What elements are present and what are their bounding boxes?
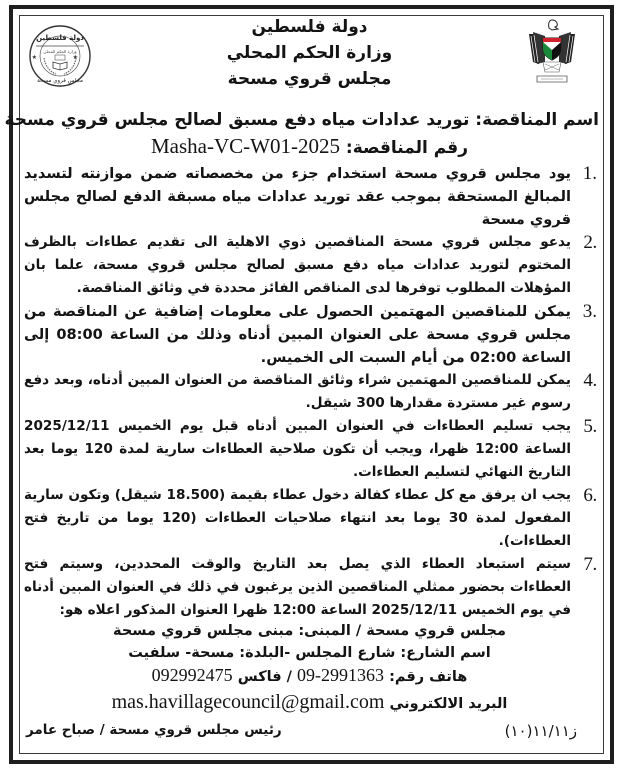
tender-number-value: Masha-VC-W01-2025	[151, 134, 340, 158]
svg-text:★: ★	[72, 54, 78, 61]
item-text: يجب تسليم العطاءات في العنوان المبين أدناه قبل يوم الخميس 2025/12/11 الساعة 12:00 ظهرا، ويجب أن تكون صلاحية العطاءات سارية لمدة 120 يوما بعد التاريخ النهائي لتسليم العطاءات.	[24, 418, 571, 480]
phone-number: 09-2991363	[297, 665, 384, 685]
item-number: 7.	[583, 554, 597, 575]
list-item	[24, 553, 599, 622]
list-item	[24, 300, 599, 369]
tender-name-label: اسم المناقصة:	[475, 110, 599, 130]
item-text: يدعو مجلس قروي مسحة المناقصين ذوي الاهلية الى تقديم عطاءات بالظرف المختوم لتوريد عدادات مياه دفع مسبق لصالح مجلس قروي مسحة، علما بان المؤهلات المطلوب توفرها لدى المناقص الفائز محددة في وثائق المناقصة.	[24, 234, 571, 296]
item-number: 6.	[583, 485, 597, 506]
item-text: سيتم استبعاد العطاء الذي يصل بعد التاريخ والوقت المحددين، وسيتم فتح العطاءات بحضور ممثلي المناقصين الذين يرغبون في ذلك في العنوان المبين أدناه في يوم الخميس 2025/12/11 الساعة 12:00 ظهرا العنوان المذكور اعلاه هو:	[24, 556, 571, 618]
signature: رئيس مجلس قروي مسحة / صباح عامر	[26, 722, 282, 738]
tender-number-label: رقم المناقصة:	[345, 138, 468, 158]
list-item	[24, 162, 599, 231]
list-item	[24, 484, 599, 553]
fax-number: 092992475	[151, 665, 233, 685]
seal-mid-text: وزارة الحكم المحلي	[43, 49, 77, 54]
item-number: 2.	[583, 232, 597, 253]
flag-red-stripe	[543, 38, 561, 42]
item-text: يجب ان يرفق مع كل عطاء كفالة دخول عطاء بقيمة (18.500 شيقل) وتكون سارية المفعول لمدة 30 يوما بعد انتهاء صلاحيات العطاءات (120 يوما من تاريخ فتح العطاءات).	[24, 487, 571, 549]
item-text: يمكن للمناقصين المهتمين الحصول على معلومات إضافية عن المناقصة من مجلس قروي مسحة على العنوان المبين أدناه وذلك من الساعة 08:00 إلى الساعة 02:00 من أيام السبت الى الخميس.	[24, 303, 571, 366]
item-number: 4.	[583, 370, 597, 391]
item-text: يمكن للمناقصين المهتمين شراء وثائق المناقصة من العنوان المبين أدناه، وبعد دفع رسوم غير مستردة مقدارها 300 شيقل.	[24, 372, 571, 411]
tender-name: توريد عدادات مياه دفع مسبق لصالح مجلس قروي مسحة	[4, 110, 470, 130]
header-titles	[150, 14, 469, 92]
tender-title	[4, 108, 599, 132]
tender-number	[20, 134, 599, 160]
phone-label: هاتف رقم:	[389, 669, 468, 685]
item-number: 1.	[582, 163, 597, 184]
email-line	[30, 690, 589, 716]
item-number: 3.	[582, 301, 597, 322]
item-number: 5.	[583, 416, 597, 437]
address-building: مجلس قروي مسحة / المبنى: مبنى مجلس قروي مسحة	[113, 623, 506, 639]
palestine-eagle-emblem-icon	[525, 16, 579, 90]
council-seal-icon	[28, 24, 92, 88]
seal-bottom-text: مجلس قروي مسحة	[37, 78, 83, 84]
reference-code: ز١١/١١(١٠)	[504, 722, 577, 740]
seal-top-text: دولة فلسطين	[36, 34, 84, 42]
list-item	[24, 369, 599, 415]
contact-phone-fax	[110, 664, 509, 688]
list-item	[24, 415, 599, 484]
item-text: يود مجلس قروي مسحة استخدام جزء من مخصصاته ضمن موازنته لتسديد المبالغ المستحقة بموجب عقد توريد عدادات مياه مسبقة الدفع لصالح مجلس قروي مسحة	[24, 165, 571, 228]
fax-label: / فاكس	[237, 669, 292, 685]
state-name: دولة فلسطين	[251, 17, 368, 37]
address-street: اسم الشارع: شارع المجلس -البلدة: مسحة- سلفيت	[128, 645, 491, 661]
email-address[interactable]: mas.havillagecouncil@gmail.com	[111, 691, 385, 713]
tender-conditions-list	[24, 162, 599, 622]
ministry-name: وزارة الحكم المحلي	[226, 43, 393, 63]
svg-text:★: ★	[31, 54, 37, 61]
email-label: البريد الالكتروني	[389, 696, 508, 712]
address-block	[110, 620, 509, 688]
council-name: مجلس قروي مسحة	[227, 69, 392, 89]
header	[0, 6, 619, 94]
list-item	[24, 231, 599, 300]
